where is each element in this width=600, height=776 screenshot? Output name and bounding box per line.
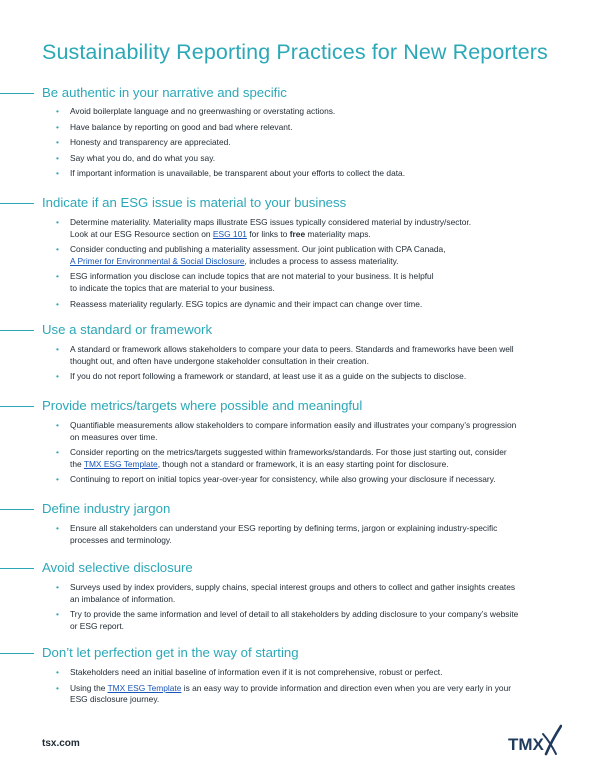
tmx-esg-template-link[interactable]: TMX ESG Template (83, 458, 158, 469)
list-item: • Consider reporting on the metrics/targets suggested within frameworks/standards. For those just starting out, consider the TMX ESG Template, though not a standard or framework, it is an easy starting point for disclosure. (56, 447, 544, 470)
section-heading: Use a standard or framework (42, 322, 213, 337)
tmx-esg-template-link[interactable]: TMX ESG Template (107, 682, 182, 693)
svg-text:TMX: TMX (508, 735, 544, 754)
list-item: • Say what you do, and do what you say. (56, 153, 544, 165)
list-item: • Surveys used by index providers, supply chains, special interest groups and others to collect and gather insights creates an imbalance of information. (56, 582, 544, 605)
section-perfection (0, 645, 600, 705)
section-rule (0, 509, 34, 510)
section-heading: Be authentic in your narrative and specific (42, 85, 287, 100)
section-rule (0, 653, 34, 654)
section-selective-disclosure (0, 560, 600, 631)
section-rule (0, 406, 34, 407)
section-rule (0, 568, 34, 569)
section-heading: Avoid selective disclosure (42, 560, 193, 575)
page-title: Sustainability Reporting Practices for New Reporters (42, 40, 548, 64)
section-heading: Provide metrics/targets where possible and meaningful (42, 398, 363, 413)
list-item: • A standard or framework allows stakeholders to compare your data to peers. Standards and frameworks have been well thought out, and often have undergone stakeholder consultation in their creation. (56, 344, 544, 367)
list-item: • If you do not report following a framework or standard, at least use it as a guide on the subjects to disclose. (56, 371, 544, 383)
section-rule (0, 330, 34, 331)
esg-101-link[interactable]: ESG 101 (212, 228, 247, 239)
section-authentic (0, 85, 600, 179)
section-heading: Define industry jargon (42, 501, 171, 516)
primer-link[interactable]: A Primer for Environmental & Social Disclosure (70, 255, 245, 266)
tmx-logo (506, 724, 562, 758)
section-rule (0, 93, 34, 94)
list-item: • Honesty and transparency are appreciated. (56, 137, 544, 149)
section-jargon (0, 501, 600, 545)
list-item: • Determine materiality. Materiality maps illustrate ESG issues typically considered material by industry/sector. Look at our ESG Resource section on ESG 101 for links to free materiality maps. (56, 217, 544, 240)
list-item: • Quantifiable measurements allow stakeholders to compare information easily and illustrates your company’s progression on measures over time. (56, 420, 544, 443)
list-item: • Try to provide the same information and level of detail to all stakeholders by adding disclosure to your company’s website or ESG report. (56, 609, 544, 632)
section-heading: Don’t let perfection get in the way of starting (42, 645, 299, 660)
section-standard (0, 322, 600, 382)
list-item: • Reassess materiality regularly. ESG topics are dynamic and their impact can change over time. (56, 299, 544, 311)
list-item: • Avoid boilerplate language and no greenwashing or overstating actions. (56, 106, 544, 118)
list-item: • ESG information you disclose can include topics that are not material to your business. It is helpful to indicate the topics that are material to your business. (56, 271, 544, 294)
list-item: • Have balance by reporting on good and bad where relevant. (56, 122, 544, 134)
list-item: • Stakeholders need an initial baseline of information even if it is not comprehensive, robust or perfect. (56, 667, 544, 679)
list-item: • Consider conducting and publishing a materiality assessment. Our joint publication with CPA Canada, A Primer for Environmental & Social Disclosure, includes a process to assess materiality. (56, 244, 544, 267)
section-materiality (0, 195, 600, 309)
list-item: • Ensure all stakeholders can understand your ESG reporting by defining terms, jargon or explaining industry-specific processes and terminology. (56, 523, 544, 546)
list-item: • If important information is unavailable, be transparent about your efforts to collect the data. (56, 168, 544, 180)
section-rule (0, 203, 34, 204)
section-metrics (0, 398, 600, 485)
list-item: • Continuing to report on initial topics year-over-year for consistency, while also growing your disclosure if necessary. (56, 474, 544, 486)
section-heading: Indicate if an ESG issue is material to your business (42, 195, 347, 210)
footer-url: tsx.com (42, 738, 80, 749)
list-item: • Using the TMX ESG Template is an easy way to provide information and direction even when you are very early in your ESG disclosure journey. (56, 683, 544, 706)
